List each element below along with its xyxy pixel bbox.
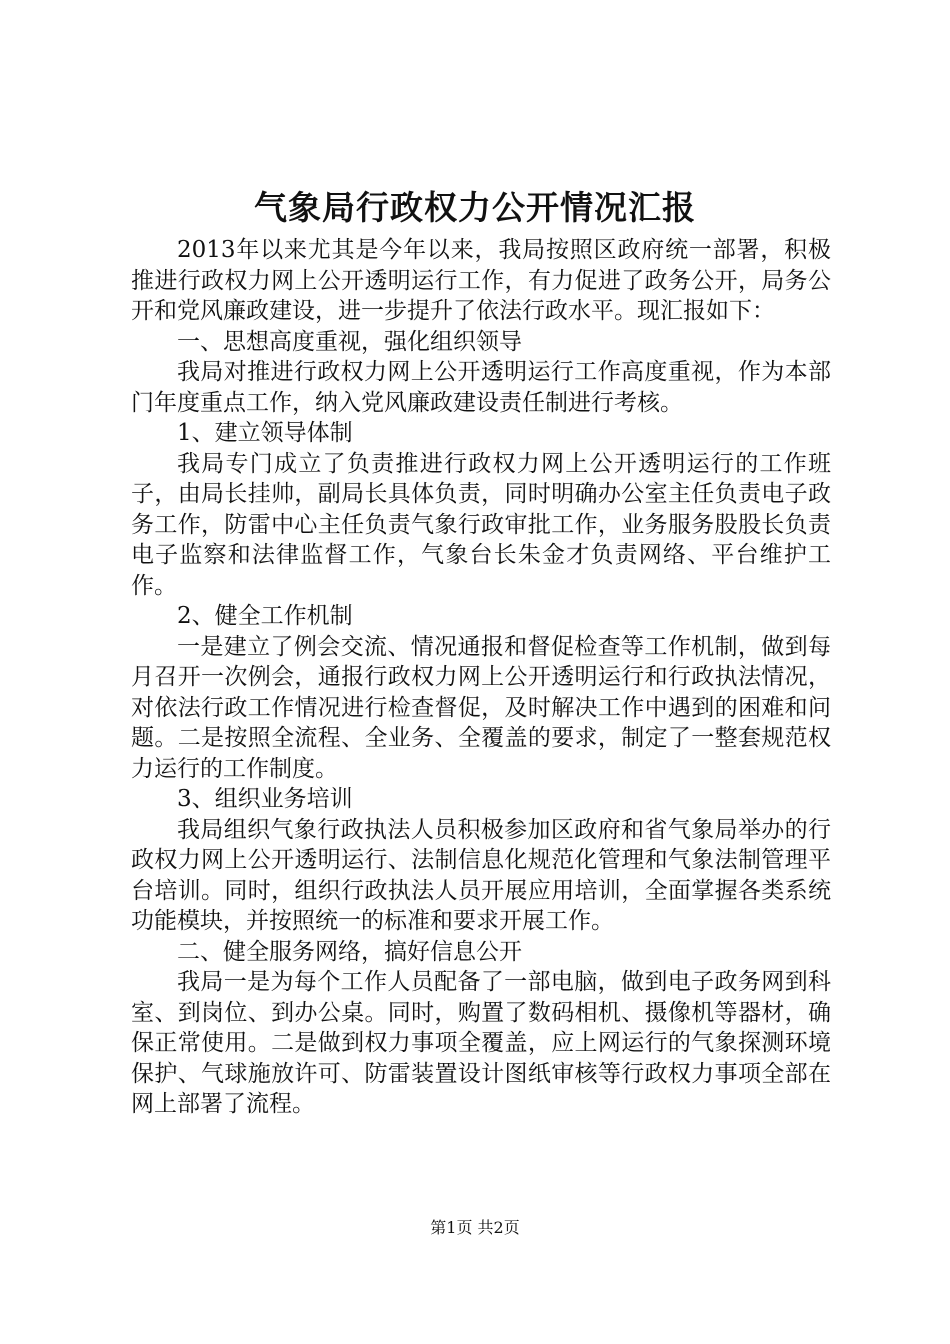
document-title: 气象局行政权力公开情况汇报 (254, 188, 696, 227)
subsection-heading: 1、建立领导体制 (177, 420, 353, 446)
paragraph: 我局一是为每个工作人员配备了一部电脑，做到电子政务网到科室、到岗位、到办公桌。同时，购置了数码相机、摄像机等器材，确保正常使用。二是做到权力事项全覆盖，应上网运行的气象探测环境保护、气球施放许可、防雷装置设计图纸审核等行政权力事项全部在网上部署了流程。 (131, 969, 831, 1117)
subsection-heading: 3、组织业务培训 (177, 786, 353, 812)
section-heading-2: 二、健全服务网络，搞好信息公开 (177, 938, 522, 965)
paragraph: 我局专门成立了负责推进行政权力网上公开透明运行的工作班子，由局长挂帅，副局长具体负责，同时明确办公室主任负责电子政务工作，防雷中心主任负责气象行政审批工作，业务服务股股长负责电子监察和法律监督工作，气象台长朱金才负责网络、平台维护工作。 (131, 450, 831, 599)
paragraph: 一是建立了例会交流、情况通报和督促检查等工作机制，做到每月召开一次例会，通报行政权力网上公开透明运行和行政执法情况，对依法行政工作情况进行检查督促，及时解决工作中遇到的困难和问题。二是按照全流程、全业务、全覆盖的要求，制定了一整套规范权力运行的工作制度。 (131, 633, 831, 782)
page-number-footer: 第1页 共2页 (430, 1218, 520, 1237)
paragraph: 我局组织气象行政执法人员积极参加区政府和省气象局举办的行政权力网上公开透明运行、法制信息化规范化管理和气象法制管理平台培训。同时，组织行政执法人员开展应用培训，全面掌握各类系统功能模块，并按照统一的标准和要求开展工作。 (131, 816, 831, 934)
subsection-heading: 2、健全工作机制 (177, 603, 353, 629)
section-heading-1: 一、思想高度重视，强化组织领导 (177, 328, 522, 355)
paragraph: 我局对推进行政权力网上公开透明运行工作高度重视，作为本部门年度重点工作，纳入党风廉政建设责任制进行考核。 (131, 359, 831, 416)
paragraph-intro: 2013年以来尤其是今年以来，我局按照区政府统一部署，积极推进行政权力网上公开透明运行工作，有力促进了政务公开，局务公开和党风廉政建设，进一步提升了依法行政水平。现汇报如下： (131, 237, 831, 324)
document-body (131, 235, 831, 1120)
